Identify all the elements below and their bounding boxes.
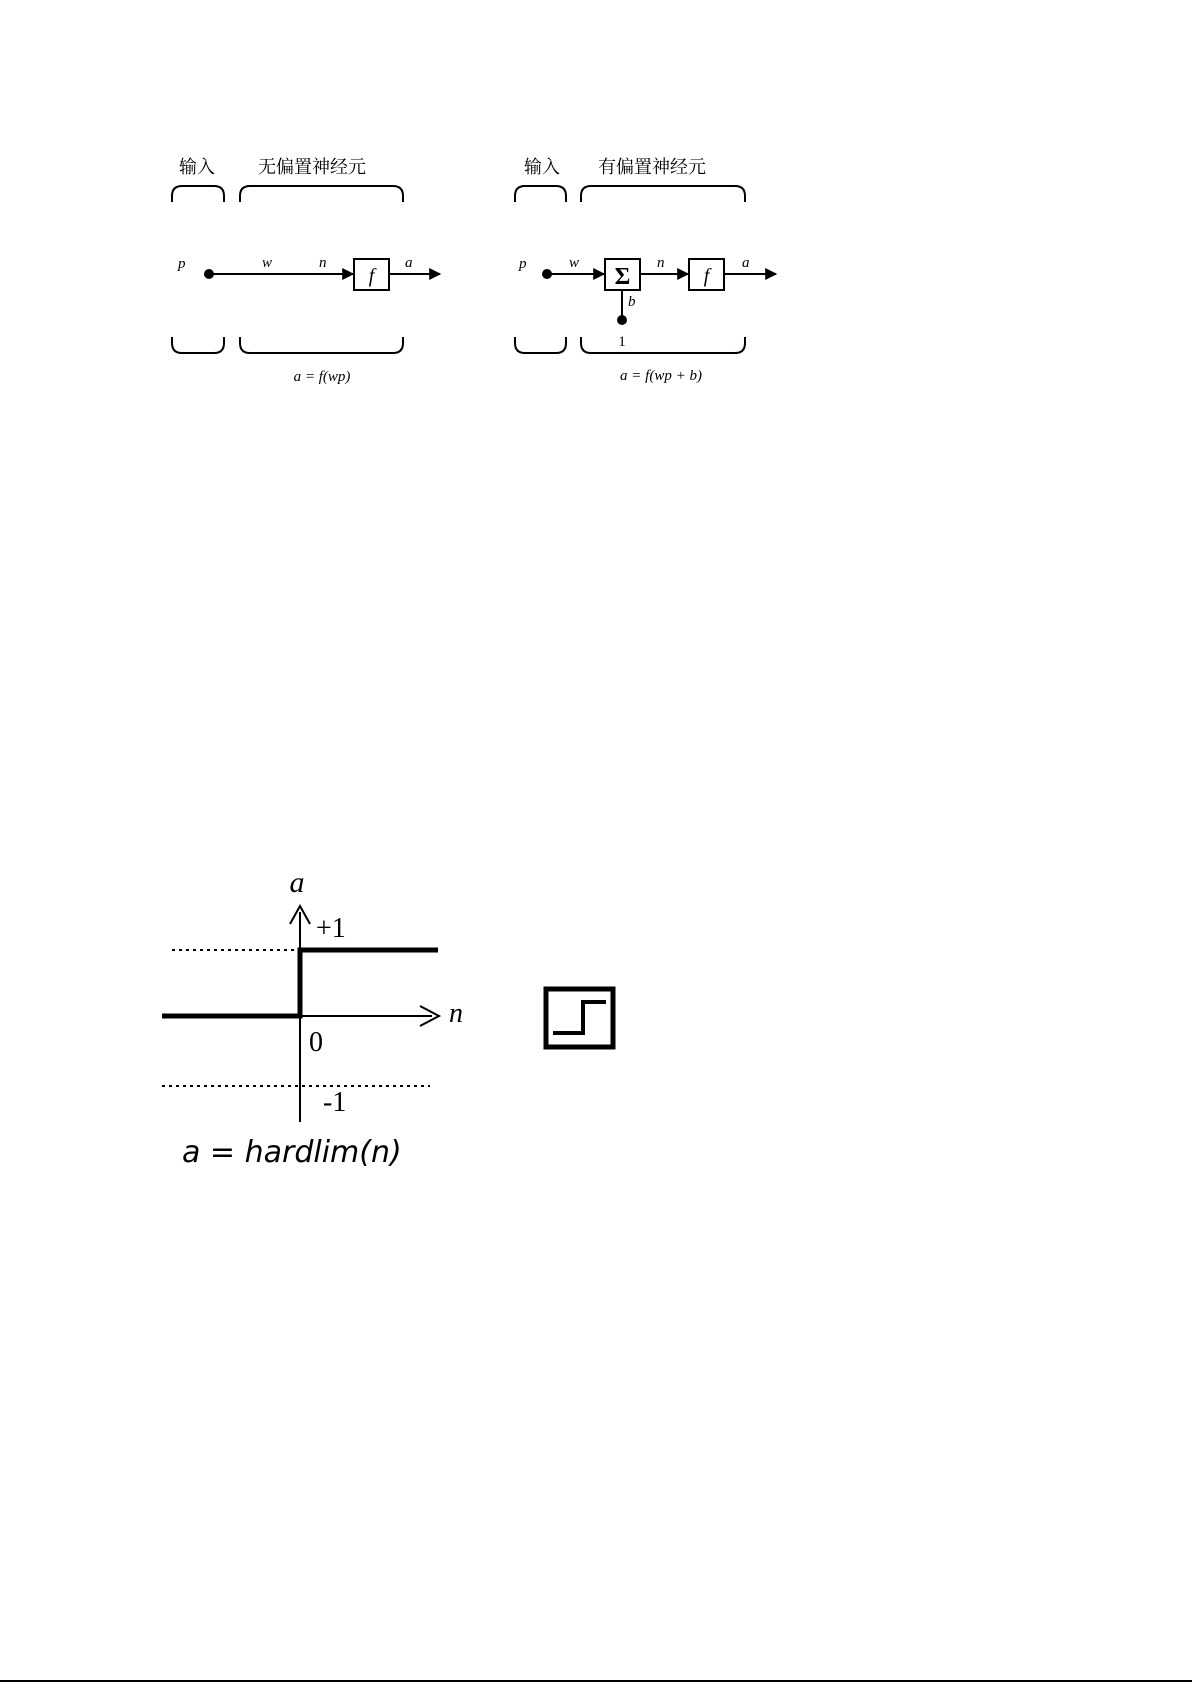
plot-formula: a = hardlim(n) [182,1135,402,1170]
hardlim-plot [162,866,613,1170]
neuron-brace-bottom [581,337,745,353]
neuron-brace-top [581,186,745,202]
page-footer-rule [0,1680,1192,1682]
input-label: 输入 [179,157,215,178]
y-axis-label: a [289,866,305,899]
weight-symbol: w [262,255,273,271]
input-brace-top [172,186,224,202]
y-tick-bottom: -1 [323,1087,347,1118]
input-symbol: p [178,256,186,272]
input-brace-bottom [515,337,566,353]
bias-node [617,315,627,325]
weight-symbol: w [569,255,580,271]
net-symbol: n [319,255,327,271]
hardlim-curve [162,950,438,1016]
function-symbol: f [703,265,710,287]
sum-symbol: Σ [614,264,631,290]
input-label: 输入 [524,157,560,178]
output-symbol: a [405,255,413,271]
hardlim-icon [546,989,613,1047]
function-symbol: f [368,265,375,287]
input-brace-bottom [172,337,224,353]
neuron-with-bias [515,157,776,384]
neuron-without-bias [172,157,440,385]
origin-label: 0 [309,1027,323,1058]
formula: a = f(wp + b) [620,368,702,384]
input-symbol: p [519,256,527,272]
neuron-brace-bottom [240,337,403,353]
neuron-label: 无偏置神经元 [258,157,366,178]
input-brace-top [515,186,566,202]
bias-input: 1 [618,334,626,350]
x-axis-label: n [449,998,463,1029]
net-symbol: n [657,255,665,271]
formula: a = f(wp) [293,369,351,385]
neuron-brace-top [240,186,403,202]
y-tick-top: +1 [316,913,346,944]
neuron-label: 有偏置神经元 [598,157,706,178]
bias-symbol: b [628,294,636,310]
output-symbol: a [742,255,750,271]
